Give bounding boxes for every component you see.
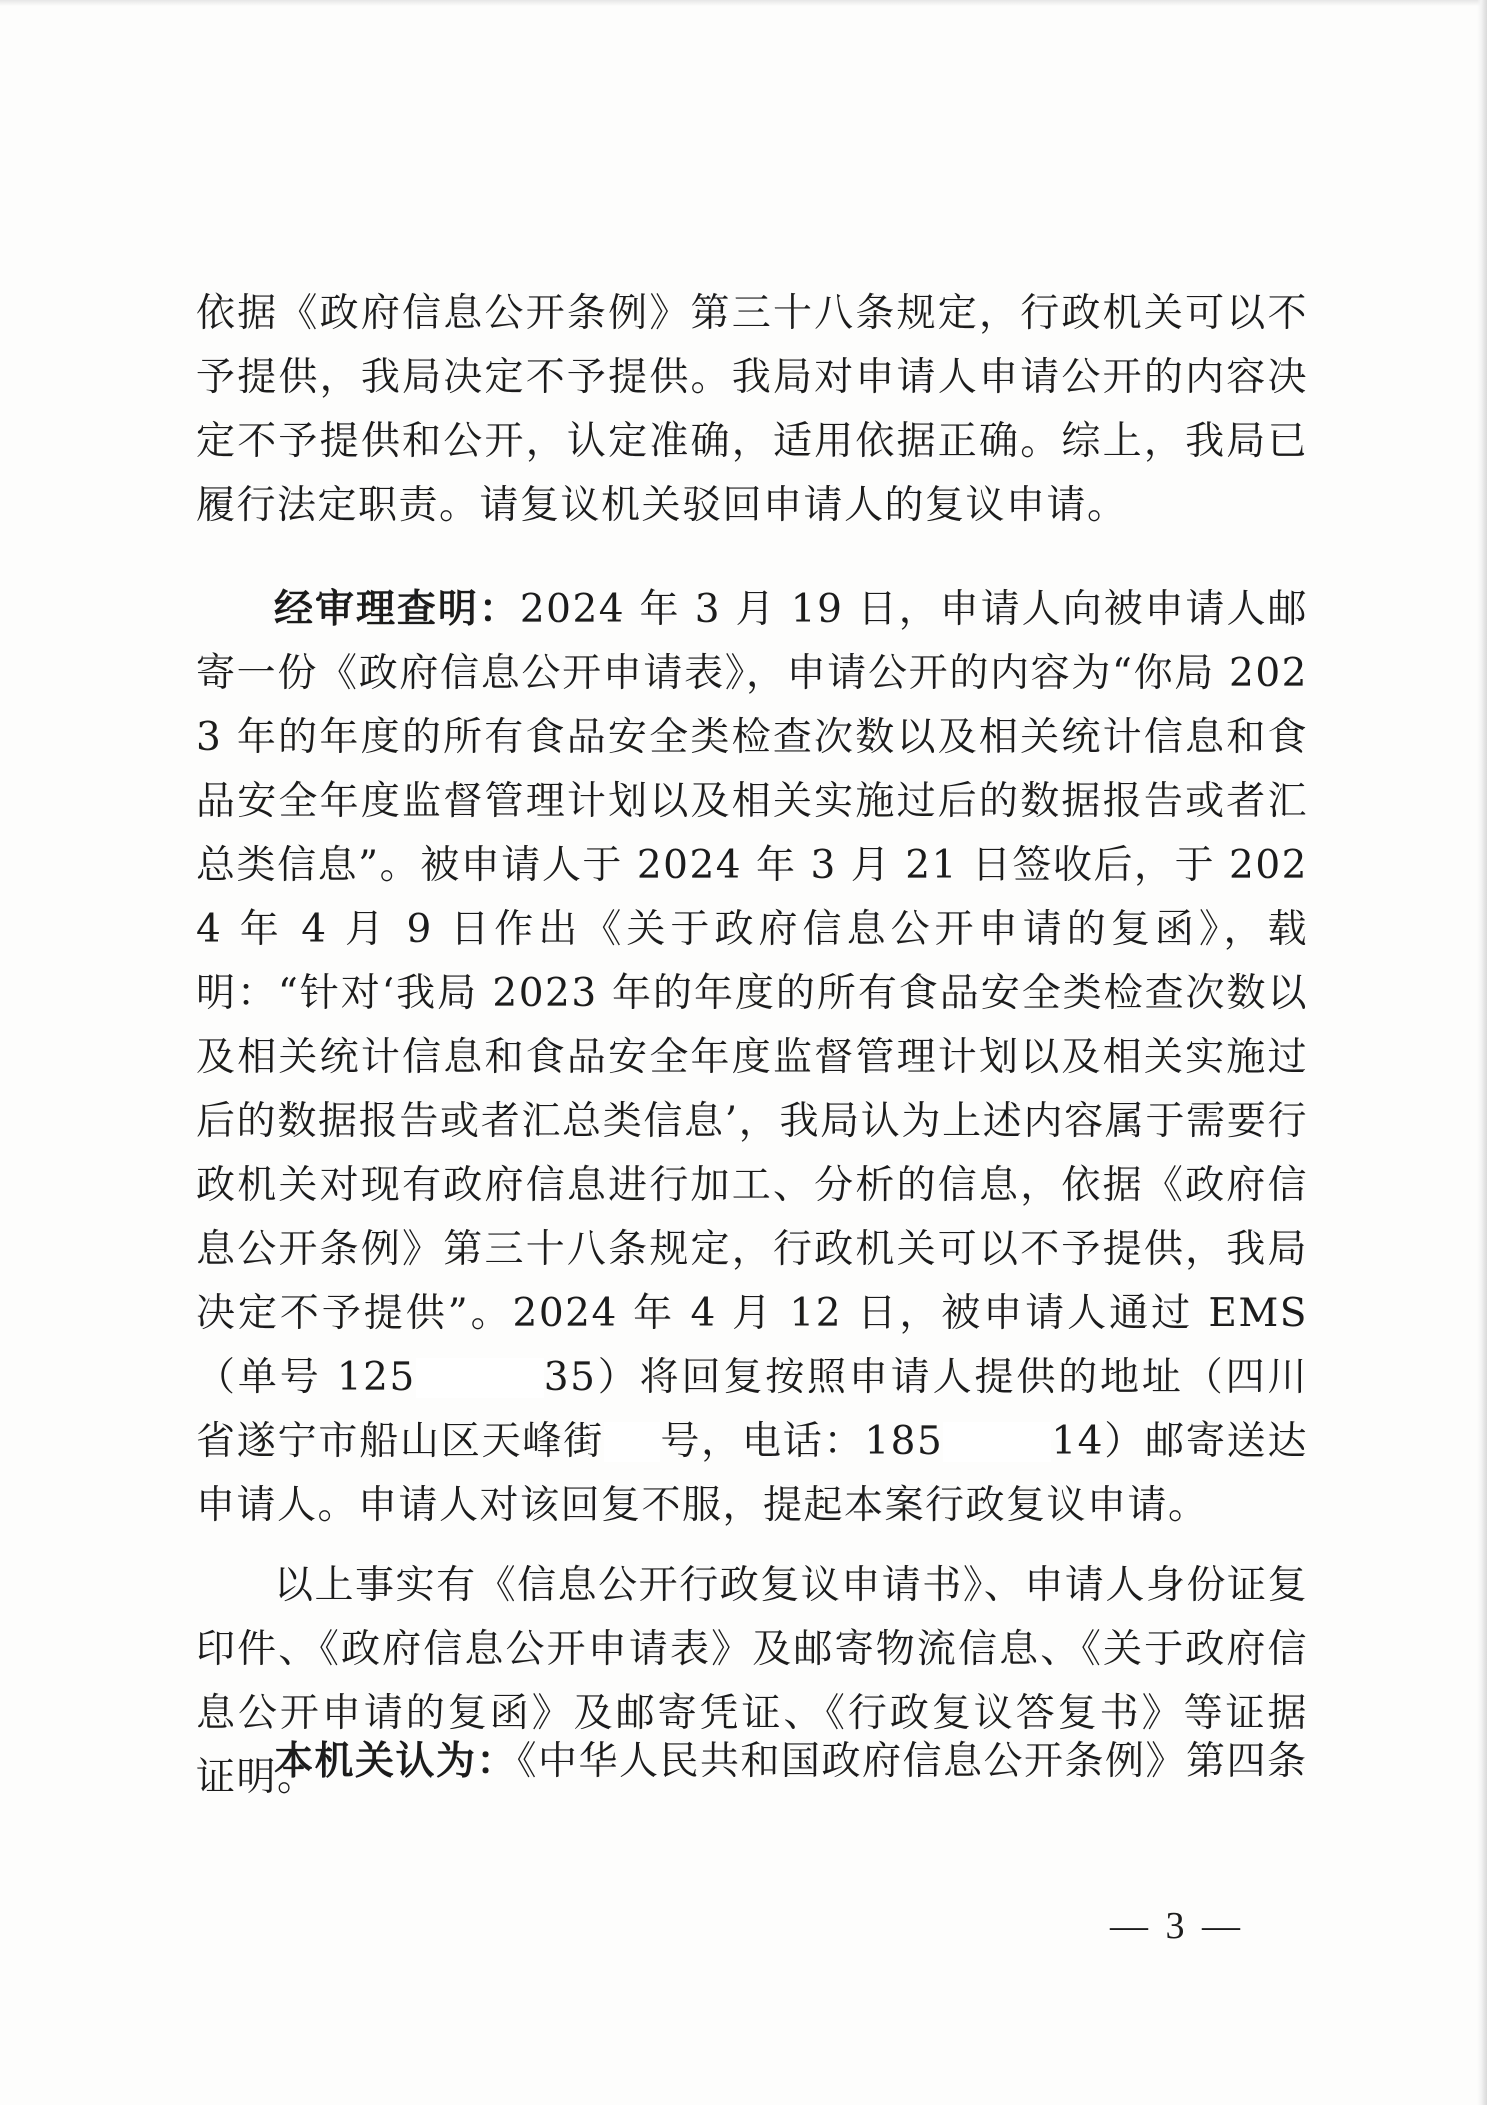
- page-number: — 3 —: [1110, 1905, 1244, 1947]
- paragraph-respondent-opinion: 依据《政府信息公开条例》第三十八条规定，行政机关可以不予提供，我局决定不予提供。我局对申请人申请公开的内容决定不予提供和公开，认定准确，适用依据正确。综上，我局已履行法定职责。请复议机关驳回申请人的复议申请。: [196, 291, 1308, 528]
- findings-text-1: 2024 年 3 月 19 日，申请人向被申请人邮寄一份《政府信息公开申请表》，申请公开的内容为“你局 2023 年的年度的所有食品安全类检查次数以及相关统计信息和食品安全年度监督管理计划以及相关实施过后的数据报告或者汇总类信息”。被申请人于 2024 年 3 月 21 日签收后，于 2024 年 4 月 9 日作出《关于政府信息公开申请的复函》，载明：“针对‘我局 2023 年的年度的所有食品安全类检查次数以及相关统计信息和食品安全年度监督管理计划以及相关实施过后的数据报告或者汇总类信息’，我局认为上述内容属于需要行政机关对现有政府信息进行加工、分析的信息，依据《政府信息公开条例》第三十八条规定，行政机关可以不予提供，我局决定不予提供”。2024 年 4 月 12 日，被申请人通过 EMS（单号 125: [196, 587, 1308, 1400]
- scan-top-edge: [0, 0, 1487, 6]
- conclusion-text: 《中华人民共和国政府信息公开条例》第四条: [517, 1739, 1308, 1784]
- findings-text-4: 14）邮寄送达申请人。申请人对该回复不服，提起本案行政复议申请。: [196, 1419, 1308, 1528]
- findings-text-3: 号，电话：185: [660, 1419, 944, 1464]
- paragraph-findings: [196, 578, 1308, 1538]
- paragraph-conclusion: [196, 1730, 1308, 1794]
- redaction-phone-number: [943, 1422, 1051, 1462]
- redaction-tracking-number: [416, 1358, 544, 1398]
- paragraph-evidence: 以上事实有《信息公开行政复议申请书》、申请人身份证复印件、《政府信息公开申请表》及邮寄物流信息、《关于政府信息公开申请的复函》及邮寄凭证、《行政复议答复书》等证据证明。: [196, 1563, 1308, 1800]
- scan-right-edge: [1477, 0, 1487, 2105]
- conclusion-heading: 本机关认为：: [274, 1739, 518, 1784]
- findings-text-2: 35）将回复按照申请人提供的地址（四川省遂宁市船山区天峰街: [196, 1355, 1308, 1464]
- redaction-house-number: [604, 1422, 660, 1462]
- findings-heading: 经审理查明：: [274, 587, 520, 632]
